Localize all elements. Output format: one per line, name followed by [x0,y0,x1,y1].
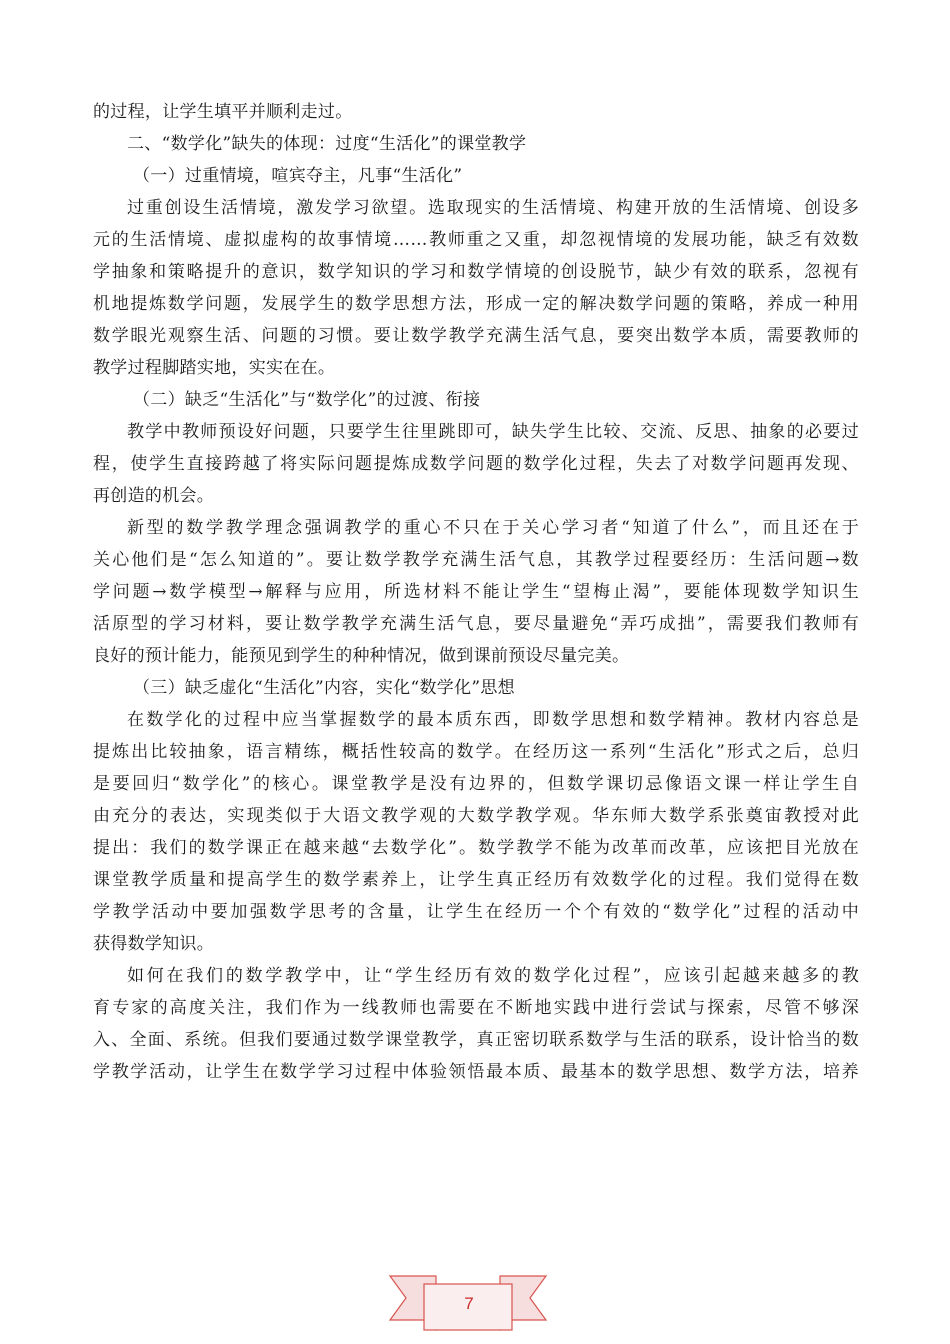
text-line: 如何在我们的数学教学中，让“学生经历有效的数学化过程”，应该引起越来越多的教 [127,966,859,986]
text-line: 是要回归“数学化”的核心。课堂教学是没有边界的，但数学课切忌像语文课一样让学生自 [93,774,859,794]
text-line: 的过程，让学生填平并顺利走过。 [93,102,353,122]
text-line: 提炼出比较抽象，语言精练，概括性较高的数学。在经历这一系列“生活化”形式之后，总归 [93,742,859,762]
text-line: 再创造的机会。 [93,486,215,506]
page-footer [388,1270,548,1336]
text-line: 入、全面、系统。但我们要通过数学课堂教学，真正密切联系数学与生活的联系，设计恰当的数 [93,1030,859,1050]
text-line: 元的生活情境、虚拟虚构的故事情境……教师重之又重，却忽视情境的发展功能，缺乏有效数 [93,230,859,250]
text-line: 学教学活动中要加强数学思考的含量，让学生在经历一个个有效的“数学化”过程的活动中 [93,902,859,922]
text-line: 新型的数学教学理念强调教学的重心不只在于关心学习者“知道了什么”，而且还在于 [127,518,859,538]
text-line: 在数学化的过程中应当掌握数学的最本质东西，即数学思想和数学精神。教材内容总是 [127,710,859,730]
text-line: 育专家的高度关注，我们作为一线教师也需要在不断地实践中进行尝试与探索，尽管不够深 [93,998,859,1018]
text-line: 机地提炼数学问题，发展学生的数学思想方法，形成一定的解决数学问题的策略，养成一种用 [93,294,859,314]
text-line: 学抽象和策略提升的意识，数学知识的学习和数学情境的创设脱节，缺少有效的联系，忽视有 [93,262,859,282]
subsection-heading: （一）过重情境，喧宾夺主，凡事“生活化” [133,166,463,186]
subsection-heading: （三）缺乏虚化“生活化”内容，实化“数学化”思想 [133,678,515,698]
text-line: 由充分的表达，实现类似于大语文教学观的大数学教学观。华东师大数学系张奠宙教授对此 [93,806,859,826]
text-line: 过重创设生活情境，激发学习欲望。选取现实的生活情境、构建开放的生活情境、创设多 [127,198,859,218]
text-line: 程，使学生直接跨越了将实际问题提炼成数学问题的数学化过程，失去了对数学问题再发现、 [93,454,859,474]
text-line: 学问题→数学模型→解释与应用，所选材料不能让学生“望梅止渴”，要能体现数学知识生 [93,582,859,602]
text-line: 提出：我们的数学课正在越来越“去数学化”。数学教学不能为改革而改革，应该把目光放在 [93,838,859,858]
text-line: 良好的预计能力，能预见到学生的种种情况，做到课前预设尽量完美。 [93,646,630,666]
text-line: 关心他们是“怎么知道的”。要让数学教学充满生活气息，其教学过程要经历：生活问题→数 [93,550,859,570]
text-line: 获得数学知识。 [93,934,215,954]
text-line: 学教学活动，让学生在数学学习过程中体验领悟最本质、最基本的数学思想、数学方法，培养 [93,1062,859,1082]
page-number: 7 [464,1294,474,1313]
body-text [93,96,859,1088]
text-line: 教学过程脚踏实地，实实在在。 [93,358,336,378]
text-line: 数学眼光观察生活、问题的习惯。要让数学教学充满生活气息，要突出数学本质，需要教师的 [93,326,859,346]
text-line: 活原型的学习材料，要让数学教学充满生活气息，要尽量避免“弄巧成拙”，需要我们教师有 [93,614,859,634]
text-line: 课堂教学质量和提高学生的数学素养上，让学生真正经历有效数学化的过程。我们觉得在数 [93,870,859,890]
section-heading: 二、“数学化”缺失的体现：过度“生活化”的课堂教学 [127,134,527,154]
text-line: 教学中教师预设好问题，只要学生往里跳即可，缺失学生比较、交流、反思、抽象的必要过 [127,422,859,442]
subsection-heading: （二）缺乏“生活化”与“数学化”的过渡、衔接 [133,390,481,410]
